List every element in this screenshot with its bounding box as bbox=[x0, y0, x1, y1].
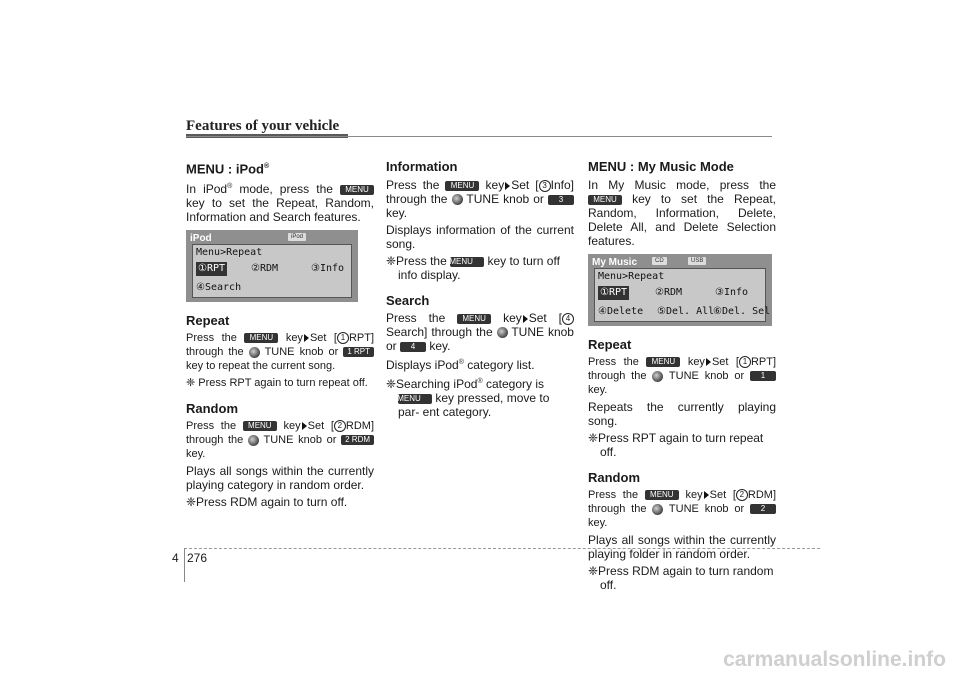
random-heading: Random bbox=[186, 401, 238, 417]
arrow-right-icon bbox=[706, 358, 711, 366]
repeat-heading: Repeat bbox=[186, 313, 230, 329]
number-1-icon: 1 bbox=[337, 332, 349, 344]
number-3-icon: 3 bbox=[539, 180, 551, 192]
tune-knob-icon bbox=[248, 435, 259, 446]
screen-rpt: ①RPT bbox=[198, 263, 226, 275]
menu-key-icon: MENU bbox=[398, 394, 432, 404]
key-1-icon: 1 bbox=[750, 371, 776, 381]
tune-knob-icon bbox=[497, 327, 508, 338]
menu-key-icon: MENU bbox=[588, 195, 622, 205]
number-1-icon: 1 bbox=[739, 356, 751, 368]
repeat-note: ❈ Press RPT again to turn repeat off. bbox=[186, 377, 368, 390]
screen-info: ③Info bbox=[311, 263, 345, 275]
footer-rule bbox=[184, 548, 820, 549]
repeat2-instructions: Press the MENU key Set [ 1 RPT] through the TUNE knob or 1 key. bbox=[588, 356, 777, 396]
column-ipod bbox=[186, 160, 374, 512]
repeat2-body: Repeats the currently playing song. bbox=[588, 400, 776, 428]
ipod-heading: MENU : iPod® bbox=[186, 161, 270, 177]
mymusic-heading: MENU : My Music Mode bbox=[588, 159, 734, 174]
key-4-icon: 4 bbox=[400, 342, 426, 352]
key-2-icon: 2 bbox=[750, 504, 776, 514]
random2-heading: Random bbox=[588, 470, 640, 485]
screen-tab: iPod bbox=[190, 233, 212, 245]
screen-del-all: ⑤Del. All bbox=[657, 306, 715, 317]
repeat-instructions: Press the MENU key Set [ 1 RPT] through the TUNE knob or 1 RPT key to repeat the current song. bbox=[186, 332, 375, 373]
menu-key-icon: MENU bbox=[244, 333, 278, 343]
screen-menu-row: Menu>Repeat bbox=[196, 247, 263, 259]
menu-key-icon: MENU bbox=[445, 181, 479, 191]
menu-key-icon: MENU bbox=[645, 490, 679, 500]
arrow-right-icon bbox=[704, 491, 709, 499]
usb-badge: USB bbox=[688, 257, 706, 265]
tune-knob-icon bbox=[452, 194, 463, 205]
search-heading: Search bbox=[386, 293, 430, 308]
page-number: 276 bbox=[187, 551, 208, 565]
arrow-right-icon bbox=[304, 334, 309, 342]
repeat2-heading: Repeat bbox=[588, 337, 632, 352]
screen-delete: ④Delete bbox=[598, 306, 644, 317]
ipod-menu-screen bbox=[186, 230, 358, 302]
number-2-icon: 2 bbox=[736, 489, 748, 501]
rpt-key-icon: 1 RPT bbox=[343, 347, 374, 357]
ipod-intro: In iPod® mode, press the MENU key to set the Repeat, Random, Information and Search features. bbox=[186, 182, 374, 225]
screen-rdm: ②RDM bbox=[251, 263, 279, 275]
screen-info: ③Info bbox=[715, 287, 749, 298]
ipod-badge: iPod bbox=[288, 233, 306, 241]
menu-key-icon: MENU bbox=[340, 185, 374, 195]
column-my-music bbox=[588, 160, 776, 595]
header-rule bbox=[186, 136, 772, 137]
search-instructions: Press the MENU key Set [ 4Search] through the TUNE knob or 4 key. bbox=[386, 311, 574, 353]
screen-search: ④Search bbox=[196, 282, 242, 294]
arrow-right-icon bbox=[302, 422, 307, 430]
watermark: carmanualsonline.info bbox=[723, 648, 946, 671]
tune-knob-icon bbox=[652, 504, 663, 515]
random2-note: ❈Press RDM again to turn random off. bbox=[588, 564, 774, 592]
info-note: ❈Press the MENU key to turn off info display. bbox=[386, 254, 560, 282]
screen-rpt: ①RPT bbox=[600, 287, 628, 298]
search-body: Displays iPod® category list. bbox=[386, 358, 535, 372]
cd-badge: CD bbox=[652, 257, 667, 265]
column-info-search bbox=[386, 160, 574, 422]
menu-key-icon: MENU bbox=[450, 257, 484, 267]
header-title: Features of your vehicle bbox=[186, 118, 340, 134]
random-note: ❈Press RDM again to turn off. bbox=[186, 495, 348, 510]
random-body: Plays all songs within the currently playing category in random order. bbox=[186, 464, 374, 493]
mymusic-menu-screen bbox=[588, 254, 772, 326]
menu-key-icon: MENU bbox=[457, 314, 491, 324]
repeat2-note: ❈Press RPT again to turn repeat off. bbox=[588, 431, 764, 459]
info-heading: Information bbox=[386, 159, 458, 174]
arrow-right-icon bbox=[505, 182, 510, 190]
screen-del-sel: ⑥Del. Sel bbox=[713, 306, 771, 317]
info-instructions: Press the MENU key Set [ 3 Info] through the TUNE knob or 3 key. bbox=[386, 178, 574, 220]
key-3-icon: 3 bbox=[548, 195, 574, 205]
tune-knob-icon bbox=[249, 347, 260, 358]
rdm-key-icon: 2 RDM bbox=[341, 435, 374, 445]
number-4-icon: 4 bbox=[562, 313, 574, 325]
menu-key-icon: MENU bbox=[243, 421, 277, 431]
screen-rdm: ②RDM bbox=[655, 287, 683, 298]
random2-instructions: Press the MENU key Set [ 2 RDM] through the TUNE knob or 2 key. bbox=[588, 489, 777, 529]
arrow-right-icon bbox=[523, 315, 528, 323]
page-divider bbox=[184, 548, 185, 582]
menu-key-icon: MENU bbox=[646, 357, 680, 367]
random-instructions: Press the MENU key Set [ 2 RDM] through the TUNE knob or 2 RDM key. bbox=[186, 420, 375, 461]
info-body: Displays information of the current song. bbox=[386, 223, 574, 251]
search-note: ❈Searching iPod® category is MENU key pressed, move to par- ent category. bbox=[386, 377, 550, 419]
screen-menu-row: Menu>Repeat bbox=[598, 271, 665, 282]
number-2-icon: 2 bbox=[334, 420, 346, 432]
tune-knob-icon bbox=[652, 371, 663, 382]
chapter-number: 4 bbox=[172, 551, 179, 565]
random2-body: Plays all songs within the currently playing folder in random order. bbox=[588, 533, 776, 561]
screen-tab: My Music bbox=[592, 257, 638, 268]
mymusic-intro: In My Music mode, press the MENU key to set the Repeat, Random, Information, Delete, Delete All, and Delete Selection features. bbox=[588, 178, 776, 248]
